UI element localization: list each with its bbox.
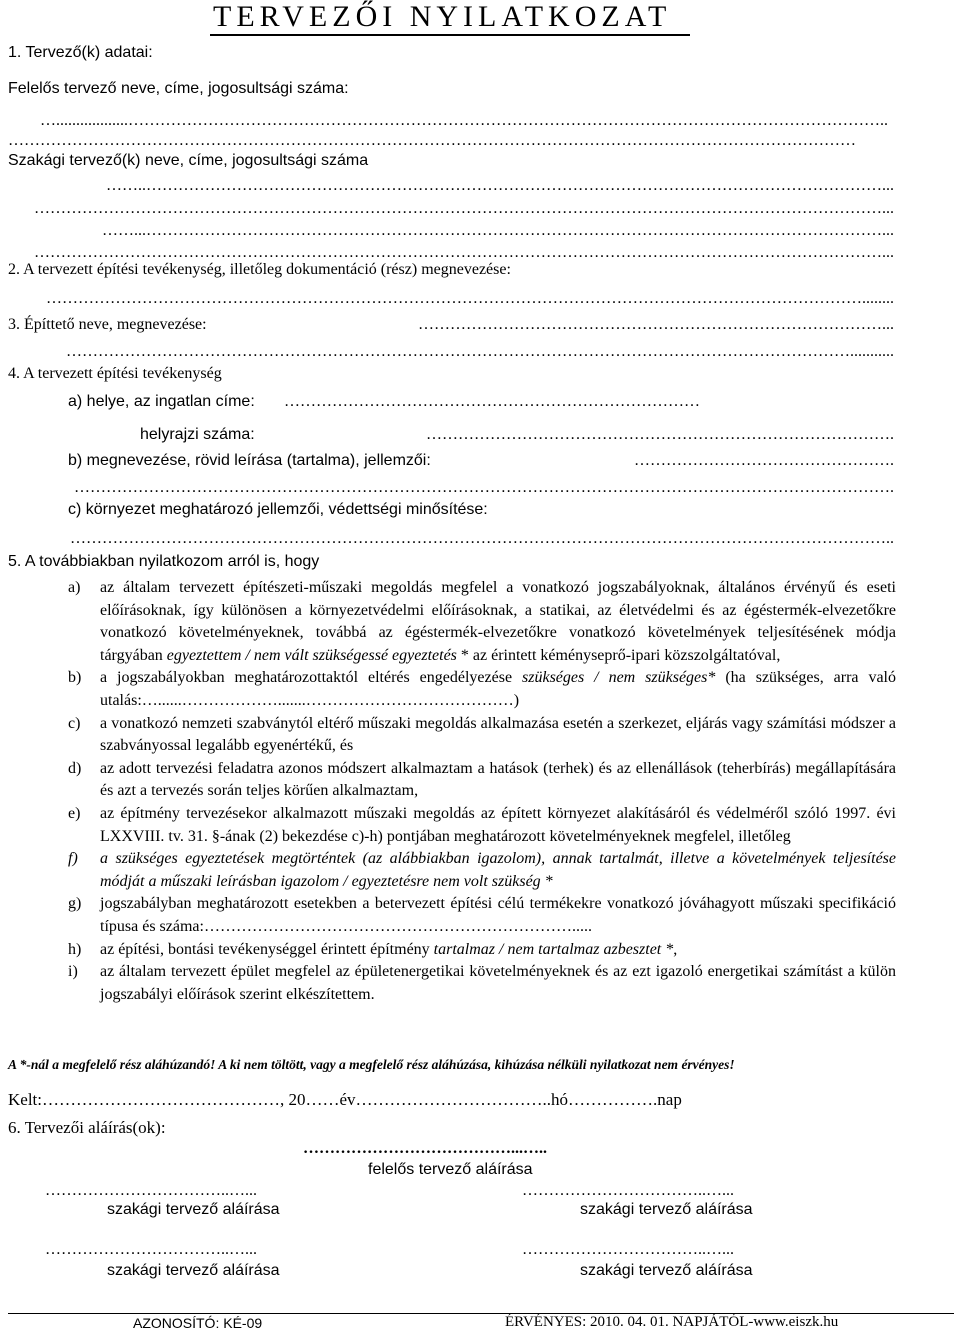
item-text: a szükséges egyeztetések megtörténtek (az alábbiakban igazolom), annak tartalmát, illetve a követelmények teljesítése módját a műszaki leírásban igazolom / egyeztetésre nem volt szükség * <box>100 850 896 890</box>
section-4c-dots[interactable]: ……………………………………………………………………………………………………………………………………….. <box>70 530 894 547</box>
felelos-tervezo-label: Felelős tervező neve, címe, jogosultsági száma: <box>8 80 349 97</box>
felelos-signature-caption: felelős tervező aláírása <box>368 1161 533 1178</box>
kelt-year-prefix: , 20 <box>280 1090 306 1109</box>
kelt-month-field[interactable]: …………………………… <box>355 1090 543 1109</box>
section-4a-label: a) helye, az ingatlan címe: <box>68 393 255 410</box>
szakagi-signature-caption-3: szakági tervező aláírása <box>107 1262 280 1279</box>
item-text-cont: (ha szükséges, arra való utalás:…......……………….......…………………………………) <box>100 669 897 709</box>
kelt-day-label: .nap <box>653 1090 682 1109</box>
validity-note: A *-nál a megfelelő rész aláhúzandó! A ki nem töltött, vagy a megfelelő rész aláhúzása, kihúzása nélküli nyilatkozat nem érvényes! <box>8 1057 735 1072</box>
item-text: a vonatkozó nemzeti szabványtól eltérő műszaki megoldás alkalmazása esetén a szerkezet, eljárás vagy számítási módszer a szabványossal legalább egyenértékű, és <box>100 714 896 755</box>
item-text-cont: * az érintett kéményseprő-ipari közszolgáltatóval, <box>456 646 781 664</box>
section-5-label: 5. A továbbiakban nyilatkozom arról is, hogy <box>8 553 320 570</box>
item-text: az általam tervezett építészeti-műszaki megoldás megfelel a vonatkozó jogszabályoknak, általános érvényű és eseti előírásoknak, így különösen a környezetvédelmi előírásoknak, a statikai, az életvédelmi és az égéstermék-elvezetőkre vonatkozó követelményeknek, továbbá az égéstermék-elvezetőkre vonatkozó követelmények teljesítésének módja tárgyában <box>100 579 896 664</box>
helyrajzi-szam-dots[interactable]: ……………………………………………………………………………. <box>426 426 894 443</box>
item-text: az építési, bontási tevékenységgel érintett építmény <box>100 940 430 958</box>
szakagi-dots-line-4[interactable]: ……………………………………………………………………………………………………………………………………………... <box>34 244 894 261</box>
section-5-item-i <box>68 961 896 1006</box>
item-italic-choice: tartalmaz / nem tartalmaz azbesztet * <box>433 940 674 958</box>
kelt-label: Kelt: <box>8 1090 42 1109</box>
item-label: e) <box>68 804 81 822</box>
section-3-dots[interactable]: …………………………………………………………………………………………………………………………………........... <box>66 343 894 360</box>
felelos-signature-line[interactable]: …………………………………...….. <box>303 1140 547 1157</box>
kelt-year-field[interactable]: …… <box>305 1090 340 1109</box>
section-4b-dots-line-2[interactable]: ………………………………………………………………………………………………………………………………………. <box>74 479 894 496</box>
item-italic-choice: egyeztettem / nem vált szükségessé egyeztetés <box>166 646 457 664</box>
kelt-month-label: ..hó <box>542 1090 569 1109</box>
footer-validity: ÉRVÉNYES: 2010. 04. 01. NAPJÁTÓL-www.eiszk.hu <box>505 1314 839 1330</box>
szakagi-tervezo-label: Szakági tervező(k) neve, címe, jogosultsági száma <box>8 152 369 169</box>
szakagi-signature-line-2[interactable]: ……………………………..…... <box>522 1182 734 1199</box>
section-5-item-f <box>68 848 896 893</box>
section-2-label: 2. A tervezett építési tevékenység, illetőleg dokumentáció (rész) megnevezése: <box>8 261 511 278</box>
section-5-list <box>68 577 896 1006</box>
section-4-label: 4. A tervezett építési tevékenység <box>8 365 222 382</box>
szakagi-signature-line-4[interactable]: ……………………………..…... <box>522 1241 734 1258</box>
section-1-heading: 1. Tervező(k) adatai: <box>8 44 153 61</box>
section-4c-label: c) környezet meghatározó jellemzői, védettségi minősítése: <box>68 501 488 518</box>
szakagi-signature-caption-2: szakági tervező aláírása <box>580 1201 753 1218</box>
section-5-item-e <box>68 803 896 848</box>
section-2-dots[interactable]: ………………………………………………………………………………………………………………………………………........ <box>46 290 894 307</box>
document-title: TERVEZŐI NYILATKOZAT <box>213 0 672 33</box>
section-4b-label: b) megnevezése, rövid leírása (tartalma), jellemzői: <box>68 452 431 469</box>
kelt-year-label: év <box>339 1090 356 1109</box>
item-label: g) <box>68 895 82 913</box>
item-label: d) <box>68 759 82 777</box>
item-text: az adott tervezési feladatra azonos módszert alkalmaztam a hatások (terhek) és az ellenállások (teherbírás) megállapítására és azt a tervezés során teljes körűen alkalmaztam, <box>100 759 896 800</box>
section-3-label: 3. Építtető neve, megnevezése: <box>8 316 207 333</box>
szakagi-signature-line-1[interactable]: ……………………………..…... <box>45 1182 257 1199</box>
title-underline <box>210 34 690 36</box>
section-5-item-a <box>68 577 896 667</box>
kelt-line <box>8 1090 682 1110</box>
kelt-place-field[interactable]: …………………………………… <box>42 1090 280 1109</box>
footer-identifier: AZONOSÍTÓ: KÉ-09 <box>133 1315 263 1331</box>
item-text: jogszabályban meghatározott esetekben a betervezett építési célú termékekre vonatkozó jóváhagyott műszaki specifikáció típusa és száma:……………………………………………………………..... <box>100 895 896 935</box>
felelos-tervezo-dots-line-2[interactable]: …………………………………………………………………………………………………………………………………………… <box>8 132 856 149</box>
section-3-dots-inline[interactable]: ……………………………………………………………………………... <box>418 316 894 333</box>
szakagi-signature-line-3[interactable]: ……………………………..…... <box>45 1241 257 1258</box>
section-4b-dots[interactable]: …………………………………………. <box>634 452 894 469</box>
szakagi-dots-line-3[interactable]: ……...…………………………………………………………………………………………………………………………... <box>102 222 894 239</box>
kelt-day-field[interactable]: …………… <box>568 1090 654 1109</box>
item-label: c) <box>68 714 81 732</box>
section-5-item-c <box>68 713 896 758</box>
section-5-item-d <box>68 758 896 803</box>
szakagi-signature-caption-4: szakági tervező aláírása <box>580 1262 753 1279</box>
section-5-item-g <box>68 893 896 938</box>
section-5-item-b <box>68 667 896 712</box>
section-6-label: 6. Tervezői aláírás(ok): <box>8 1118 166 1137</box>
item-label: i) <box>68 963 78 981</box>
item-italic-choice: szükséges / nem szükséges* <box>522 669 716 687</box>
item-text-cont: , <box>673 940 678 958</box>
section-4a-dots[interactable]: …………………………………………………………………… <box>284 393 700 410</box>
item-text: az általam tervezett épület megfelel az épületenergetikai követelményeknek és az ezt igazoló energetikai számítást a külön jogszabályi előírások szerint elkészítettem. <box>100 963 896 1003</box>
section-5-item-h <box>68 939 896 962</box>
item-label: f) <box>68 850 78 868</box>
szakagi-dots-line-1[interactable]: ……..…………………………………………………………………………………………………………………………... <box>106 177 894 194</box>
szakagi-signature-caption-1: szakági tervező aláírása <box>107 1201 280 1218</box>
item-label: h) <box>68 940 82 958</box>
item-text: az építmény tervezésekor alkalmazott műszaki megoldás az épített környezet alakításáról és védelméről szóló 1997. évi LXXVIII. tv. 31. §-ának (2) bekezdése c)-h) pontjában meghatározott követelményeknek megfelel, illetőleg <box>100 804 896 845</box>
helyrajzi-szam-label: helyrajzi száma: <box>140 426 255 443</box>
felelos-tervezo-dots-line[interactable]: …..................…………………………………………………………………………………………………………………………….. <box>40 112 888 129</box>
item-label: a) <box>68 579 81 596</box>
szakagi-dots-line-2[interactable]: ……………………………………………………………………………………………………………………………………………... <box>34 200 894 217</box>
item-label: b) <box>68 669 82 687</box>
item-text: a jogszabályokban meghatározottaktól eltérés engedélyezése <box>100 669 513 687</box>
